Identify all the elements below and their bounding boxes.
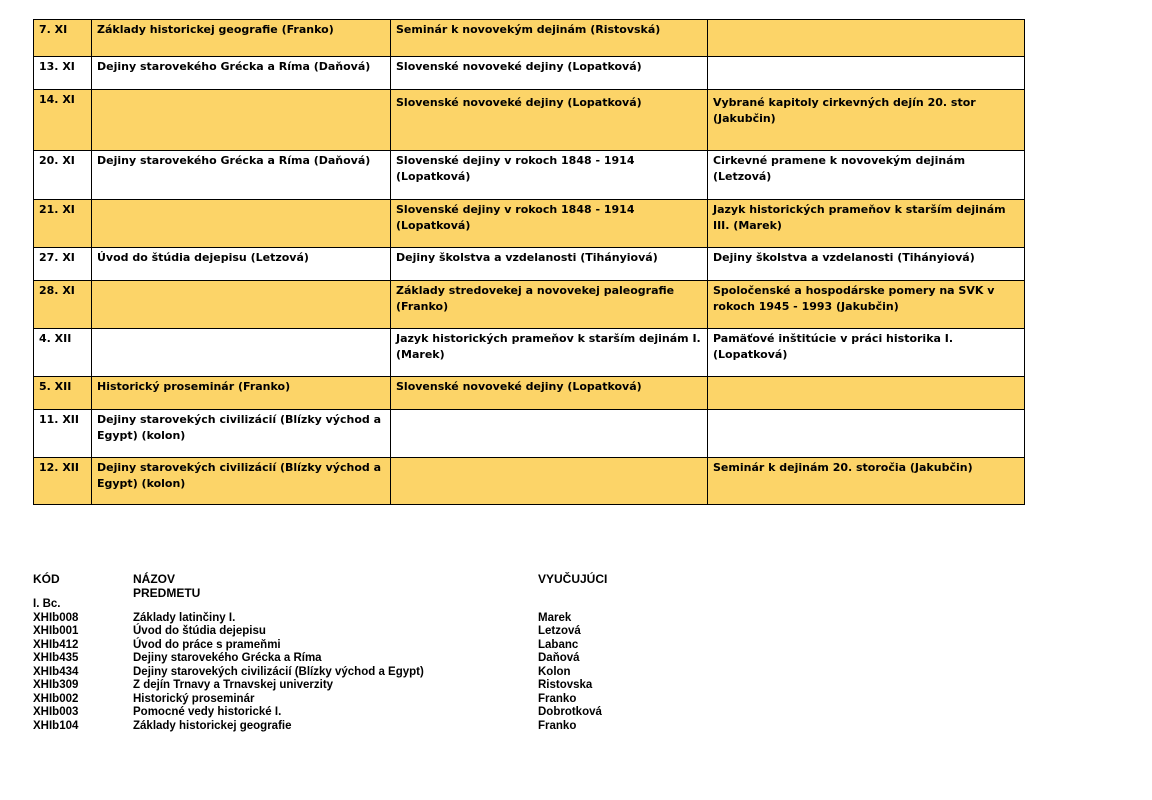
- course-name: Úvod do práce s prameňmi: [133, 638, 281, 651]
- header-code: KÓD: [33, 572, 60, 586]
- schedule-slot-2-cell: [391, 458, 708, 505]
- schedule-slot-3-cell: [708, 410, 1025, 458]
- course-teacher: Dobrotková: [538, 706, 602, 718]
- course-name: Pomocné vedy historické I.: [133, 706, 282, 718]
- schedule-slot-1-cell: [92, 200, 391, 248]
- schedule-slot-1-cell: Historický proseminár (Franko): [92, 377, 391, 410]
- schedule-slot-2-cell: Slovenské dejiny v rokoch 1848 - 1914 (Lopatková): [391, 200, 708, 248]
- schedule-date-cell: 27. XI: [34, 248, 92, 281]
- course-teacher: Franko: [538, 692, 577, 705]
- schedule-row: [34, 57, 1025, 90]
- course-name: Základy historickej geografie: [133, 719, 292, 732]
- schedule-slot-2-cell: [391, 410, 708, 458]
- schedule-slot-2-cell: Jazyk historických prameňov k starším dejinám I. (Marek): [391, 329, 708, 377]
- schedule-date-cell: 12. XII: [34, 458, 92, 505]
- course-name: Historický proseminár: [133, 692, 255, 705]
- schedule-slot-3-cell: Pamäťové inštitúcie v práci historika I. (Lopatková): [708, 329, 1025, 377]
- schedule-slot-3-cell: [708, 20, 1025, 57]
- schedule-date-cell: 5. XII: [34, 377, 92, 410]
- course-name: Z dejín Trnavy a Trnavskej univerzity: [133, 679, 334, 691]
- course-name: Dejiny starovekého Grécka a Ríma: [133, 652, 322, 664]
- schedule-row: [34, 248, 1025, 281]
- schedule-table: [33, 19, 1025, 505]
- course-teacher: Kolon: [538, 665, 571, 678]
- schedule-date-cell: 14. XI: [34, 90, 92, 151]
- course-code: XHIb435: [33, 652, 79, 664]
- course-code: XHIb412: [33, 638, 79, 651]
- schedule-slot-2-cell: Dejiny školstva a vzdelanosti (Tihányiová): [391, 248, 708, 281]
- schedule-row: [34, 458, 1025, 505]
- schedule-slot-1-cell: Dejiny starovekého Grécka a Ríma (Daňová): [92, 57, 391, 90]
- group-label: I. Bc.: [33, 598, 61, 610]
- schedule-slot-1-cell: Dejiny starovekých civilizácií (Blízky východ a Egypt) (kolon): [92, 410, 391, 458]
- header-teacher: VYUČUJÚCI: [538, 572, 608, 586]
- schedule-slot-1-cell: Základy historickej geografie (Franko): [92, 20, 391, 57]
- schedule-slot-1-cell: Dejiny starovekého Grécka a Ríma (Daňová): [92, 151, 391, 200]
- schedule-slot-3-cell: Jazyk historických prameňov k starším dejinám III. (Marek): [708, 200, 1025, 248]
- schedule-row: [34, 90, 1025, 151]
- schedule-slot-2-cell: Základy stredovekej a novovekej paleografie (Franko): [391, 281, 708, 329]
- schedule-slot-3-cell: Spoločenské a hospodárske pomery na SVK v rokoch 1945 - 1993 (Jakubčin): [708, 281, 1025, 329]
- schedule-row: [34, 200, 1025, 248]
- schedule-row: [34, 20, 1025, 57]
- schedule-row: [34, 281, 1025, 329]
- schedule-slot-3-cell: Dejiny školstva a vzdelanosti (Tihányiová): [708, 248, 1025, 281]
- schedule-date-cell: 28. XI: [34, 281, 92, 329]
- schedule-slot-1-cell: [92, 90, 391, 151]
- schedule-slot-1-cell: Úvod do štúdia dejepisu (Letzová): [92, 248, 391, 281]
- course-name: Dejiny starovekých civilizácií (Blízky východ a Egypt): [133, 665, 424, 678]
- schedule-row: [34, 377, 1025, 410]
- course-teacher: Letzová: [538, 625, 581, 637]
- course-code: XHIb001: [33, 625, 79, 637]
- schedule-slot-3-cell: Vybrané kapitoly cirkevných dejín 20. stor (Jakubčin): [708, 90, 1025, 151]
- course-code: XHIb003: [33, 706, 79, 718]
- schedule-date-cell: 4. XII: [34, 329, 92, 377]
- schedule-row: [34, 329, 1025, 377]
- schedule-slot-3-cell: [708, 57, 1025, 90]
- schedule-date-cell: 20. XI: [34, 151, 92, 200]
- schedule-slot-2-cell: Seminár k novovekým dejinám (Ristovská): [391, 20, 708, 57]
- course-teacher: Marek: [538, 611, 572, 624]
- schedule-slot-3-cell: Cirkevné pramene k novovekým dejinám (Letzová): [708, 151, 1025, 200]
- course-code: XHIb002: [33, 692, 79, 705]
- schedule-slot-1-cell: Dejiny starovekých civilizácií (Blízky východ a Egypt) (kolon): [92, 458, 391, 505]
- schedule-slot-2-cell: Slovenské novoveké dejiny (Lopatková): [391, 90, 708, 151]
- course-code: XHIb309: [33, 679, 79, 691]
- course-name: Úvod do štúdia dejepisu: [133, 625, 266, 637]
- schedule-date-cell: 13. XI: [34, 57, 92, 90]
- schedule-slot-2-cell: Slovenské novoveké dejiny (Lopatková): [391, 377, 708, 410]
- schedule-date-cell: 11. XII: [34, 410, 92, 458]
- course-code: XHIb008: [33, 611, 79, 624]
- course-teacher: Ristovska: [538, 679, 593, 691]
- schedule-slot-1-cell: [92, 281, 391, 329]
- schedule-date-cell: 21. XI: [34, 200, 92, 248]
- course-teacher: Daňová: [538, 652, 580, 664]
- schedule-slot-3-cell: [708, 377, 1025, 410]
- schedule-slot-2-cell: Slovenské novoveké dejiny (Lopatková): [391, 57, 708, 90]
- course-code: XHIb434: [33, 665, 79, 678]
- header-name: NÁZOV PREDMETU: [133, 572, 201, 600]
- course-code: XHIb104: [33, 719, 79, 732]
- schedule-body: [34, 20, 1025, 505]
- course-name: Základy latinčiny I.: [133, 611, 236, 624]
- course-teacher: Franko: [538, 719, 577, 732]
- schedule-row: [34, 151, 1025, 200]
- course-teacher: Labanc: [538, 638, 579, 651]
- schedule-slot-3-cell: Seminár k dejinám 20. storočia (Jakubčin): [708, 458, 1025, 505]
- schedule-slot-1-cell: [92, 329, 391, 377]
- schedule-slot-2-cell: Slovenské dejiny v rokoch 1848 - 1914 (Lopatková): [391, 151, 708, 200]
- schedule-row: [34, 410, 1025, 458]
- schedule-date-cell: 7. XI: [34, 20, 92, 57]
